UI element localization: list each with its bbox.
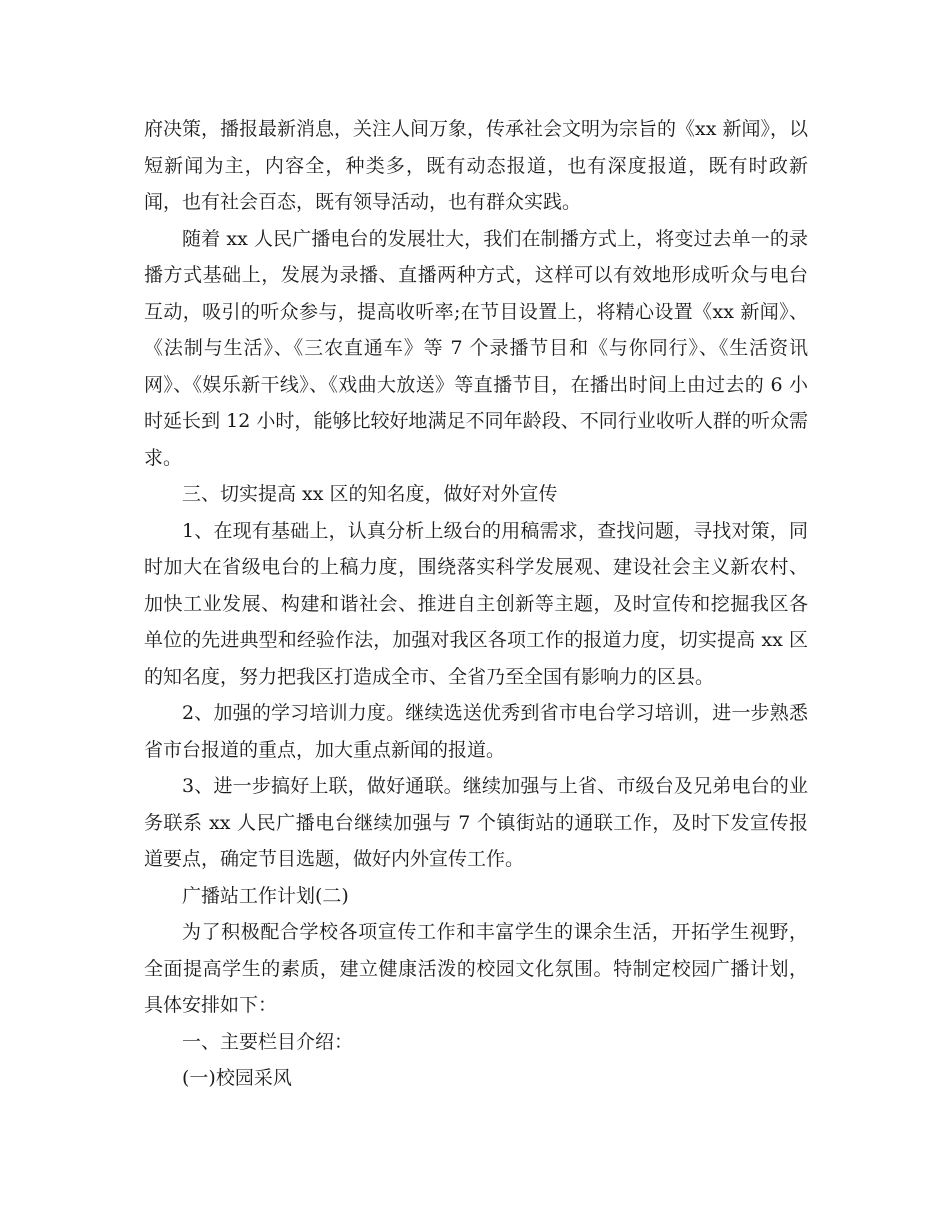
document-body (144, 111, 808, 1097)
paragraph-intro: 为了积极配合学校各项宣传工作和丰富学生的课余生活，开拓学生视野，全面提高学生的素质，建立健康活泼的校园文化氛围。特制定校园广播计划，具体安排如下： (144, 921, 808, 1016)
paragraph-item-1: 1、在现有基础上，认真分析上级台的用稿需求，查找问题，寻找对策，同时加大在省级电台的上稿力度，围绕落实科学发展观、建设社会主义新农村、加快工业发展、构建和谐社会、推进自主创新等主题，及时宣传和挖掘我区各单位的先进典型和经验作法，加强对我区各项工作的报道力度，切实提高 xx 区的知名度，努力把我区打造成全市、全省乃至全国有影响力的区县。 (144, 519, 808, 688)
section-heading-1: 一、主要栏目介绍： (182, 1030, 354, 1053)
plan-title-2: 广播站工作计划(二) (182, 884, 349, 907)
paragraph-1: 府决策，播报最新消息，关注人间万象，传承社会文明为宗旨的《xx 新闻》，以短新闻为主，内容全，种类多，既有动态报道，也有深度报道，既有时政新闻，也有社会百态，既有领导活动，也有群众实践。 (144, 118, 808, 213)
paragraph-2: 随着 xx 人民广播电台的发展壮大，我们在制播方式上，将变过去单一的录播方式基础上，发展为录播、直播两种方式，这样可以有效地形成听众与电台互动，吸引的听众参与，提高收听率;在节目设置上，将精心设置《xx 新闻》、《法制与生活》、《三农直通车》等 7 个录播节目和《与你同行》、《生活资讯网》、《娱乐新干线》、《戏曲大放送》等直播节目，在播出时间上由过去的 6 小时延长到 12 小时，能够比较好地满足不同年龄段、不同行业收听人群的听众需求。 (144, 227, 808, 469)
paragraph-item-2: 2、加强的学习培训力度。继续选送优秀到省市电台学习培训，进一步熟悉省市台报道的重点，加大重点新闻的报道。 (144, 702, 808, 761)
section-heading-3: 三、切实提高 xx 区的知名度，做好对外宣传 (182, 483, 558, 505)
subsection-heading-1: (一)校园采风 (182, 1067, 292, 1089)
paragraph-item-3: 3、进一步搞好上联，做好通联。继续加强与上省、市级台及兄弟电台的业务联系 xx 人民广播电台继续加强与 7 个镇街站的通联工作，及时下发宣传报道要点，确定节目选题，做好内外宣传工作。 (144, 775, 808, 870)
